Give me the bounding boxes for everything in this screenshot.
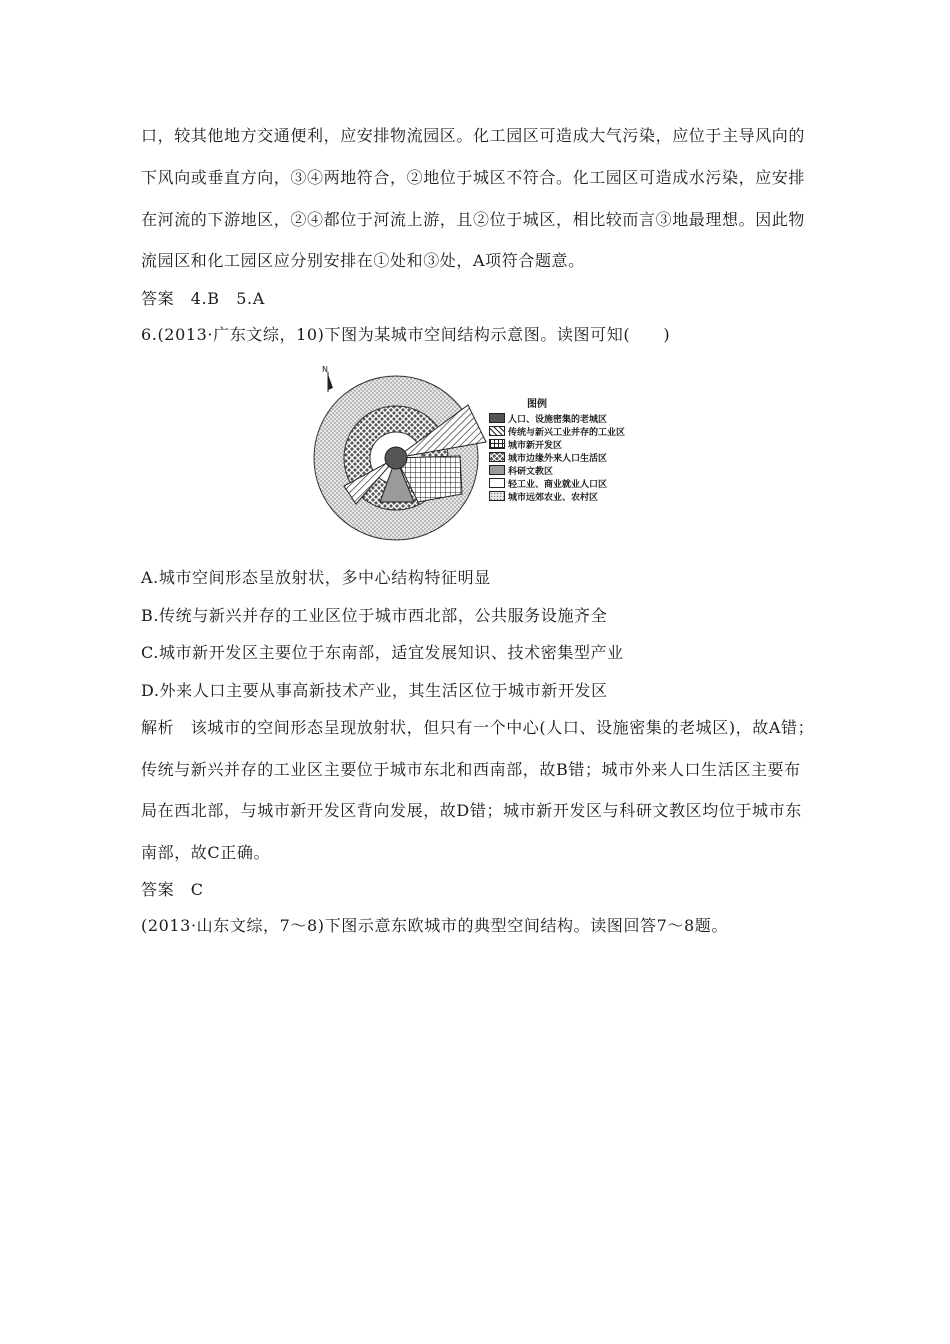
legend-item — [489, 425, 625, 437]
option-c: C.城市新开发区主要位于东南部，适宜发展知识、技术密集型产业 — [141, 643, 624, 662]
old-city-core — [385, 447, 407, 469]
legend-label: 城市远郊农业、农村区 — [508, 492, 599, 503]
text-line-3: 在河流的下游地区，②④都位于河流上游，且②位于城区，相比较而言③地最理想。因此物 — [141, 210, 806, 229]
analysis-line-3: 局在西北部，与城市新开发区背向发展，故D错；城市新开发区与科研文教区均位于城市东 — [141, 801, 802, 820]
legend-item — [489, 464, 553, 476]
analysis-line-4: 南部，故C正确。 — [141, 843, 271, 862]
legend-swatch — [489, 439, 505, 449]
text-line-1: 口，较其他地方交通便利，应安排物流园区。化工园区可造成大气污染，应位于主导风向的 — [141, 126, 806, 145]
question-6-stem: 6.(2013·广东文综，10)下图为某城市空间结构示意图。读图可知( ) — [141, 325, 671, 344]
legend-swatch — [489, 478, 505, 488]
north-label: N — [322, 365, 328, 374]
legend-item — [489, 490, 598, 502]
legend-swatch — [489, 426, 505, 436]
legend-label: 人口、设施密集的老城区 — [508, 414, 608, 425]
legend-swatch — [489, 465, 505, 475]
answer-line-1: 答案 4.B 5.A — [141, 289, 265, 308]
text-line-2: 下风向或垂直方向，③④两地符合，②地位于城区不符合。化工园区可造成水污染，应安排 — [141, 168, 806, 187]
legend-label: 城市边缘外来人口生活区 — [508, 453, 608, 464]
legend-item — [489, 438, 562, 450]
legend-swatch — [489, 452, 505, 462]
legend-label: 科研文教区 — [508, 466, 554, 477]
answer-line-2: 答案 C — [141, 880, 204, 899]
legend-label: 传统与新兴工业并存的工业区 — [508, 427, 626, 438]
text-line-4: 流园区和化工园区应分别安排在①处和③处，A项符合题意。 — [141, 251, 585, 270]
legend-item — [489, 477, 607, 489]
option-d: D.外来人口主要从事高新技术产业，其生活区位于城市新开发区 — [141, 681, 608, 700]
option-a: A.城市空间形态呈放射状，多中心结构特征明显 — [141, 568, 491, 587]
legend-swatch — [489, 413, 505, 423]
legend-item — [489, 412, 607, 424]
analysis-line-1: 解析 该城市的空间形态呈现放射状，但只有一个中心(人口、设施密集的老城区)，故A错； — [141, 718, 815, 737]
analysis-line-2: 传统与新兴并存的工业区主要位于城市东北和西南部，故B错；城市外来人口生活区主要布 — [141, 760, 801, 779]
legend-swatch — [489, 491, 505, 501]
legend-title: 图例 — [527, 399, 547, 410]
question-7-8-stem: (2013·山东文综，7～8)下图示意东欧城市的典型空间结构。读图回答7～8题。 — [141, 916, 729, 935]
legend-label: 城市新开发区 — [508, 440, 563, 451]
north-arrow-icon — [328, 372, 333, 392]
legend-label: 轻工业、商业就业人口区 — [508, 479, 608, 490]
legend-item — [489, 451, 607, 463]
option-b: B.传统与新兴并存的工业区位于城市西北部，公共服务设施齐全 — [141, 606, 608, 625]
